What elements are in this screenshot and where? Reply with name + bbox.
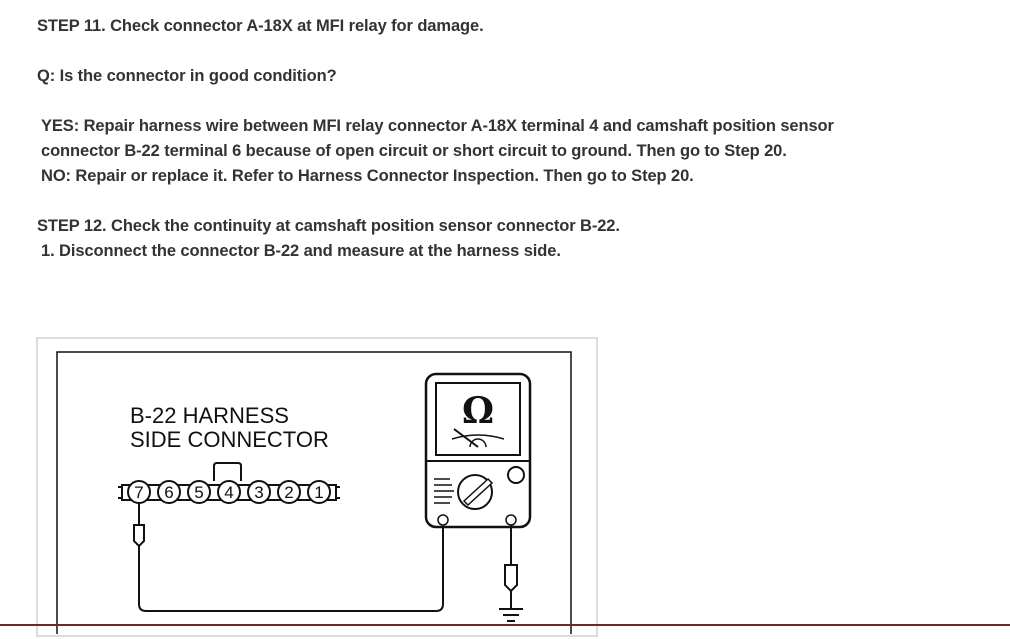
connector-latch bbox=[214, 463, 241, 481]
connector-label-line2: SIDE CONNECTOR bbox=[130, 427, 329, 452]
spacer bbox=[37, 89, 837, 114]
connector-pin-label-3: 3 bbox=[254, 483, 264, 502]
connector-end-right bbox=[336, 487, 340, 498]
ground-symbol-icon bbox=[499, 525, 523, 621]
document-body bbox=[37, 14, 837, 264]
continuity-diagram bbox=[38, 339, 598, 639]
connector-pin-label-5: 5 bbox=[194, 483, 204, 502]
b22-connector bbox=[118, 463, 340, 503]
connector-end-left bbox=[118, 487, 122, 498]
question-text: Q: Is the connector in good condition? bbox=[37, 67, 337, 85]
diagram-figure bbox=[36, 337, 598, 637]
spacer bbox=[37, 189, 837, 214]
step12-title: STEP 12. Check the continuity at camshaft position sensor connector B-22. bbox=[37, 217, 620, 235]
lead-wire-negative bbox=[139, 521, 443, 611]
meter-terminal-negative bbox=[438, 515, 448, 525]
probe-icon bbox=[134, 503, 144, 554]
connector-label-line1: B-22 HARNESS bbox=[130, 403, 289, 428]
connector-pin-label-1: 1 bbox=[314, 483, 324, 502]
no-answer: NO: Repair or replace it. Refer to Harness Connector Inspection. Then go to Step 20. bbox=[41, 167, 694, 185]
ohmmeter-icon bbox=[426, 374, 530, 527]
spacer bbox=[37, 39, 837, 64]
ohm-symbol: Ω bbox=[461, 390, 495, 432]
step12-item-1: 1. Disconnect the connector B-22 and measure at the harness side. bbox=[41, 242, 561, 260]
connector-pin-label-7: 7 bbox=[134, 483, 144, 502]
connector-pin-label-2: 2 bbox=[284, 483, 294, 502]
yes-answer: YES: Repair harness wire between MFI relay connector A-18X terminal 4 and camshaft position sensor connector B-22 terminal 6 because of open circuit or short circuit to ground. Then go to Step 20. bbox=[41, 117, 834, 160]
connector-pin-label-4: 4 bbox=[224, 483, 234, 502]
meter-knob-small bbox=[508, 467, 524, 483]
connector-pin-label-6: 6 bbox=[164, 483, 174, 502]
step11-title: STEP 11. Check connector A-18X at MFI relay for damage. bbox=[37, 17, 484, 35]
meter-terminal-positive bbox=[506, 515, 516, 525]
